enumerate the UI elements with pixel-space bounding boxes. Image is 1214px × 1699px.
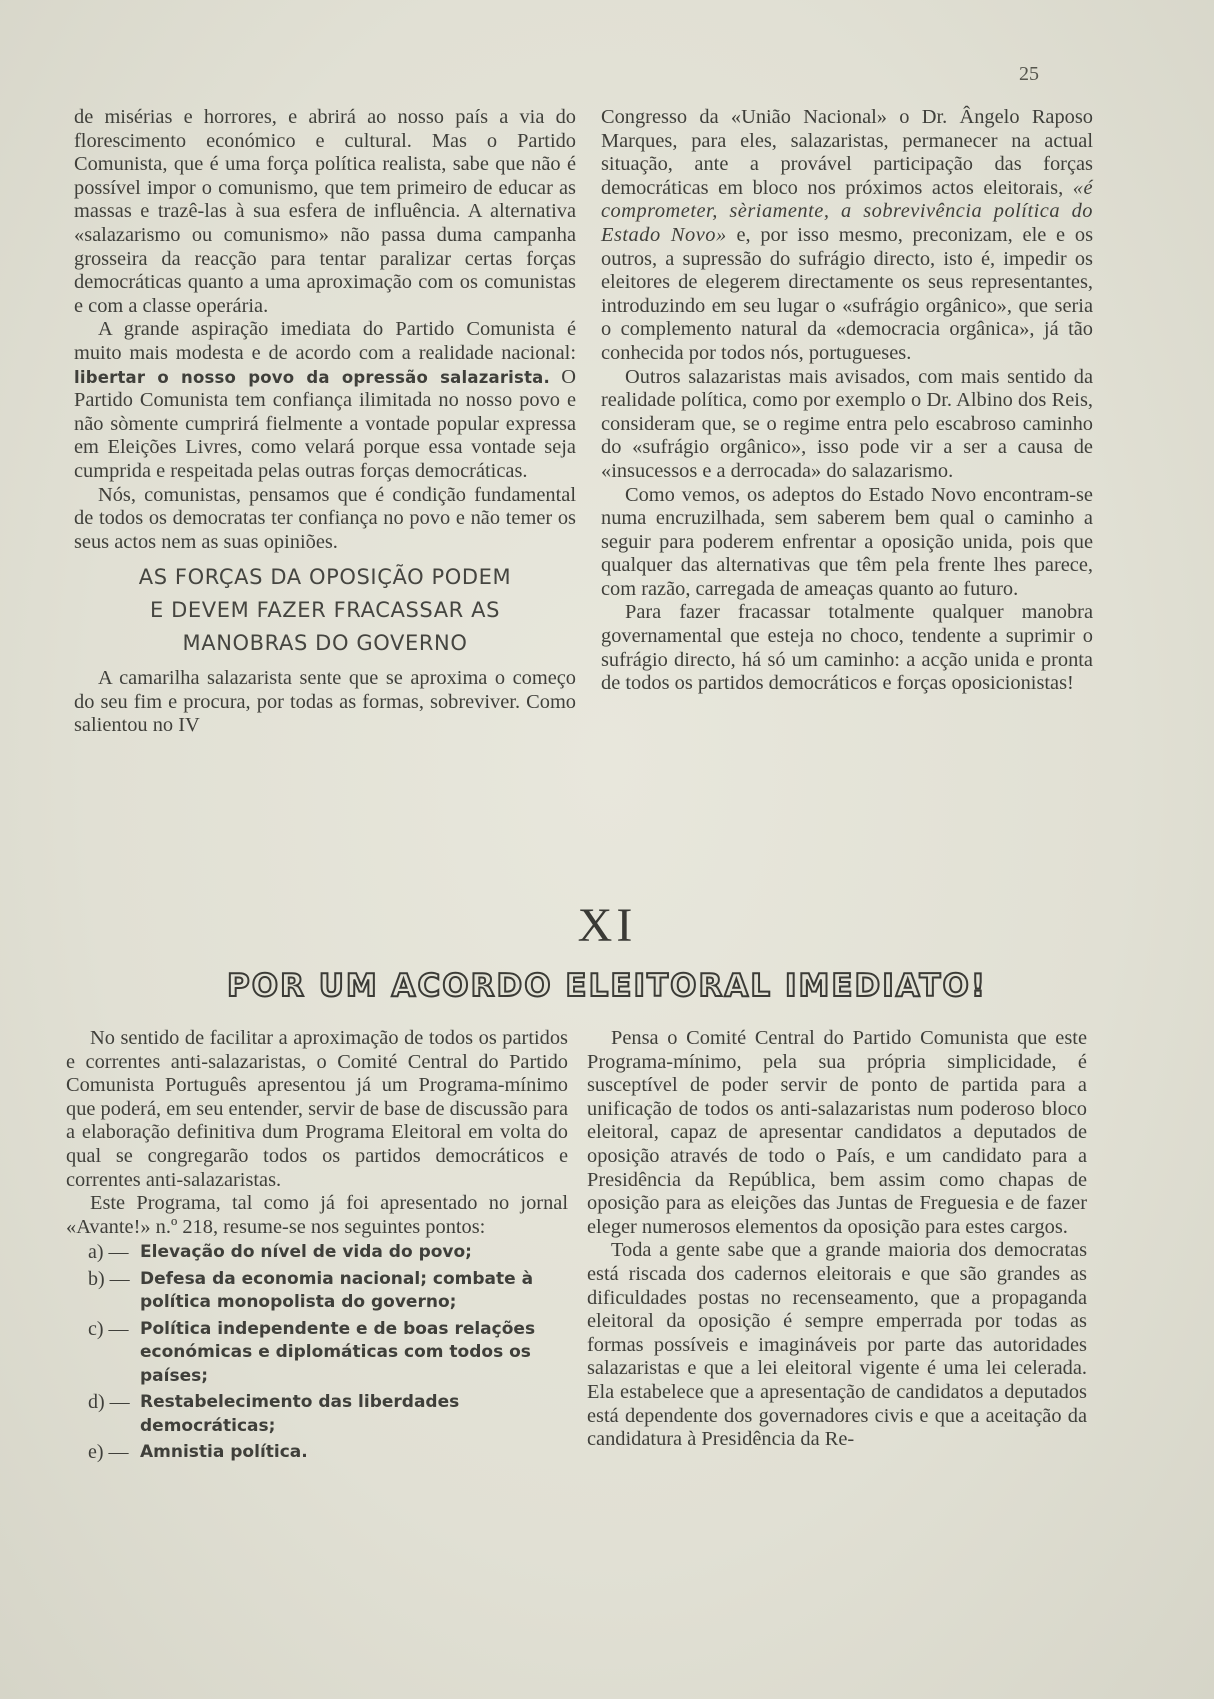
paragraph: A camarilha salazarista sente que se aproxima o começo do seu fim e procura, por todas as formas, sobreviver. Como salientou no IV (74, 667, 576, 737)
paragraph: Como vemos, os adeptos do Estado Novo encontram-se numa encruzilhada, sem saberem bem qual o caminho a seguir para poderem enfrentar a oposição unida, pois que qualquer das alternativas que têm pela frente lhes parece, com razão, carregada de ameaças quanto ao futuro. (601, 483, 1093, 600)
paragraph-text: Congresso da «União Nacional» o Dr. Ângelo Raposo Marques, para eles, salazaristas, permanecer na actual situação, ante a provável participação das forças democráticas em bloco nos próximos actos eleitorais, (601, 106, 1093, 199)
paragraph-text: O Partido Comunista tem confiança ilimitada no nosso povo e não sòmente cumprirá fielmente a vontade popular expressa em Eleições Livres, como velará porque essa vontade seja cumprida e respeitada pelas outras forças democráticas. (74, 365, 576, 482)
paragraph: Para fazer fracassar totalmente qualquer manobra governamental que esteja no choco, tendente a suprimir o sufrágio directo, há só um caminho: a acção unida e pronta de todos os partidos democráticos e forças oposicionistas! (601, 601, 1093, 695)
program-points-list (66, 1241, 568, 1465)
top-left-column (74, 106, 576, 738)
bold-emphasis: libertar o nosso povo da opressão salazarista. (74, 367, 550, 387)
paragraph-text: e, por isso mesmo, preconizam, ele e os outros, a supressão do sufrágio directo, isto é, impedir os eleitores de elegerem directamente os seus representantes, introduzindo em seu lugar o «sufrágio orgânico», que seria o complemento natural da «democracia orgânica», já tão conhecida por todos nós, portugueses. (601, 223, 1094, 364)
paragraph: Pensa o Comité Central do Partido Comunista que este Programa-mínimo, pela sua própria simplicidade, é susceptível de poder servir de ponto de partida para a unificação de todos os anti-salazaristas num poderoso bloco eleitoral, capaz de apresentar candidatos a deputados de oposição através de todo o País, e um candidato para a Presidência da República, bem assim como chapas de oposição para as eleições das Juntas de Freguesia e de fazer eleger numerosos elementos da oposição para estes cargos. (587, 1027, 1087, 1238)
list-item (66, 1241, 568, 1265)
page-number: 25 (1019, 63, 1039, 85)
paragraph (601, 106, 1093, 366)
list-item (66, 1268, 568, 1315)
bottom-left-column (66, 1027, 568, 1468)
list-item-text: Política independente e de boas relações económicas e diplomáticas com todos os países; (140, 1318, 536, 1386)
section-subheading (74, 561, 576, 660)
list-marker: c) — (88, 1317, 129, 1340)
list-item (66, 1318, 568, 1389)
italic-quote: «é comprometer, sèriamente, a sobrevivência política do Estado Novo» (601, 176, 1093, 246)
list-item-text: Amnistia política. (140, 1442, 308, 1463)
list-marker: e) — (88, 1441, 129, 1464)
paragraph: de misérias e horrores, e abrirá ao nosso país a via do florescimento económico e cultural. Mas o Partido Comunista, que é uma força política realista, sabe que não é possível impor o comunismo, que tem primeiro de educar as massas e trazê-las à sua esfera de influência. A alternativa «salazarismo ou comunismo» não passa duma campanha grosseira da reacção para tentar paralizar certas forças democráticas quanto a uma aproximação com os comunistas e com a classe operária. (74, 106, 576, 317)
list-item-text: Elevação do nível de vida do povo; (140, 1242, 472, 1263)
chapter-numeral: XI (577, 899, 637, 952)
top-right-column (601, 106, 1093, 696)
list-item-text: Defesa da economia nacional; combate à política monopolista do governo; (140, 1268, 534, 1313)
list-marker: a) — (88, 1241, 129, 1264)
bottom-right-column (587, 1027, 1087, 1452)
subheading-line: MANOBRAS DO GOVERNO (182, 631, 468, 656)
subheading-line: E DEVEM FAZER FRACASSAR AS (149, 598, 501, 623)
subheading-line: AS FORÇAS DA OPOSIÇÃO PODEM (138, 565, 512, 590)
paragraph (74, 318, 576, 483)
list-item (66, 1441, 568, 1465)
list-item (66, 1391, 568, 1438)
paragraph: Outros salazaristas mais avisados, com mais sentido da realidade política, como por exemplo o Dr. Albino dos Reis, consideram que, se o regime entra pelo escabroso caminho do «sufrágio orgânico», isso pode vir a ser a causa de «insucessos e a derrocada» do salazarismo. (601, 365, 1093, 482)
list-marker: b) — (88, 1267, 130, 1290)
paragraph: Este Programa, tal como já foi apresentado no jornal «Avante!» n.º 218, resume-se nos seguintes pontos: (66, 1192, 568, 1238)
list-item-text: Restabelecimento das liberdades democráticas; (140, 1392, 460, 1436)
paragraph: No sentido de facilitar a aproximação de todos os partidos e correntes anti-salazaristas, o Comité Central do Partido Comunista Português apresentou já um Programa-mínimo que poderá, em seu entender, servir de base de discussão para a elaboração definitiva dum Programa Eleitoral em volta do qual se congregarão todos os partidos democráticos e correntes anti-salazaristas. (66, 1027, 568, 1191)
chapter-headline: POR UM ACORDO ELEITORAL IMEDIATO! (227, 968, 987, 1004)
paragraph: Toda a gente sabe que a grande maioria dos democratas está riscada dos cadernos eleitorais e que são grandes as dificuldades postas no recenseamento, que a propaganda eleitoral da oposição é sempre emperrada por todas as formas possíveis e imagináveis por parte das autoridades salazaristas e que a lei eleitoral vigente é uma lei celerada. Ela estabelece que a apresentação de candidatos a deputados está dependente dos governadores civis e que a aceitação da candidatura à Presidência da Re- (587, 1239, 1087, 1451)
paragraph: Nós, comunistas, pensamos que é condição fundamental de todos os democratas ter confiança no povo e não temer os seus actos nem as suas opiniões. (74, 483, 576, 553)
paragraph-text: A grande aspiração imediata do Partido Comunista é muito mais modesta e de acordo com a realidade nacional: (74, 318, 576, 364)
list-marker: d) — (88, 1391, 130, 1414)
